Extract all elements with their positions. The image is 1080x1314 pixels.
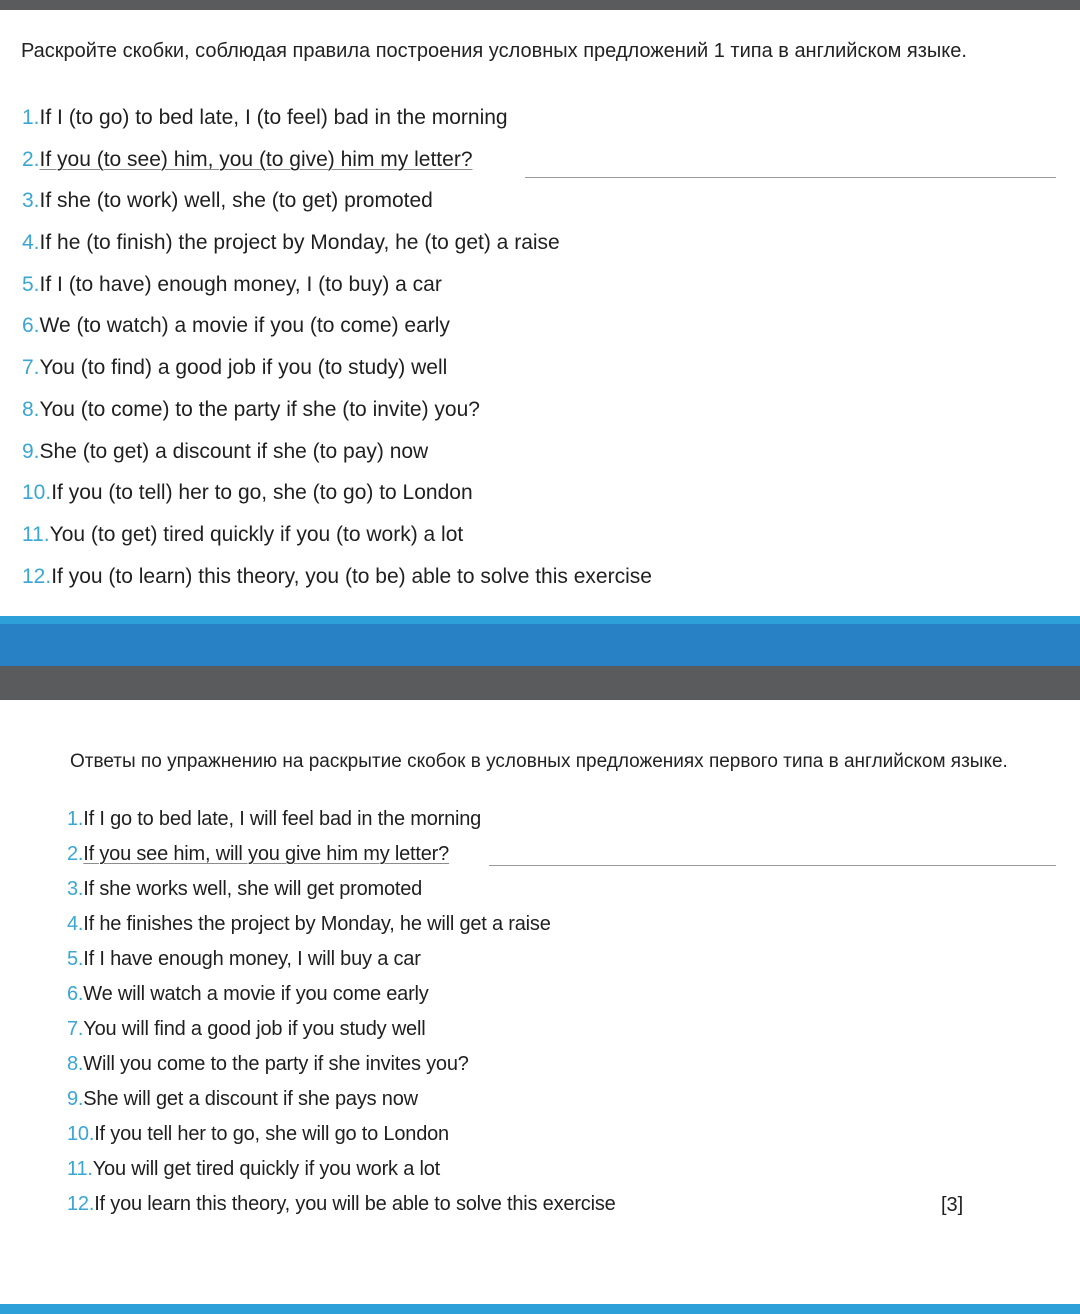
answer-item [67,1119,616,1154]
exercise-item [22,438,652,480]
item-number: 7. [67,1018,84,1040]
exercise-item [22,104,652,146]
item-text: You (to find) a good job if you (to study) well [39,356,448,380]
divider-line [525,177,1056,178]
item-number: 10. [22,481,52,505]
score-mark: [3] [941,1194,964,1216]
item-text: If I have enough money, I will buy a car [83,948,421,970]
item-number: 2. [67,843,84,865]
exercise-item [22,187,652,229]
item-number: 10. [67,1123,95,1145]
item-text: If you (to see) him, you (to give) him my letter? [39,147,473,171]
item-number: 4. [22,231,40,255]
item-text: Will you come to the party if she invites you? [83,1053,469,1075]
exercise-title: Раскройте скобки, соблюдая правила построения условных предложений 1 типа в английском языке. [21,40,967,62]
item-number: 11. [22,522,50,546]
answer-item [67,1189,616,1224]
answer-item [67,1049,616,1084]
item-text: If you see him, will you give him my letter? [83,843,450,865]
answer-item [67,979,616,1014]
answers-title: Ответы по упражнению на раскрытие скобок в условных предложениях первого типа в английском языке. [70,751,1008,772]
item-number: 12. [22,564,52,588]
item-number: 11. [67,1158,93,1180]
item-text: If she works well, she will get promoted [83,878,423,900]
item-text: You (to come) to the party if she (to invite) you? [39,397,480,421]
item-number: 1. [22,106,40,129]
answer-item [67,1084,616,1119]
item-number: 12. [67,1193,95,1215]
item-number: 1. [67,808,84,830]
item-number: 5. [22,272,40,296]
exercise-item [22,229,652,271]
item-text: If I go to bed late, I will feel bad in the morning [83,808,482,830]
item-number: 8. [67,1053,84,1075]
item-number: 5. [67,948,84,970]
item-number: 2. [22,147,40,171]
item-text: She will get a discount if she pays now [83,1088,418,1110]
item-number: 3. [67,878,84,900]
item-text: If he finishes the project by Monday, he will get a raise [83,913,551,935]
item-text: We will watch a movie if you come early [83,983,429,1005]
exercise-item [22,521,652,563]
item-number: 6. [67,983,84,1005]
answers-list [67,804,616,1224]
exercise-list [22,104,652,604]
top-divider-bar [0,0,1080,10]
exercise-item [22,354,652,396]
answer-item [67,839,616,874]
exercise-item [22,563,652,605]
exercise-item [22,312,652,354]
answer-item [67,874,616,909]
item-number: 7. [22,356,40,380]
item-number: 9. [22,439,40,463]
item-text: You (to get) tired quickly if you (to work) a lot [49,522,464,546]
bottom-accent-bar [0,1304,1080,1314]
accent-stripe [0,616,1080,624]
item-text: If she (to work) well, she (to get) promoted [39,189,433,213]
exercise-item [22,479,652,521]
item-text: If you tell her to go, she will go to London [94,1123,449,1145]
item-number: 3. [22,189,40,213]
answer-item [67,944,616,979]
exercise-item [22,396,652,438]
answer-item [67,1154,616,1189]
answer-item [67,804,616,839]
item-text: You will find a good job if you study well [83,1018,426,1040]
item-number: 8. [22,397,40,421]
item-text: If you (to tell) her to go, she (to go) to London [51,481,473,505]
blue-divider-band [0,624,1080,666]
item-text: If he (to finish) the project by Monday, he (to get) a raise [39,231,560,255]
item-number: 4. [67,913,84,935]
answer-item [67,1014,616,1049]
item-text: If I (to go) to bed late, I (to feel) bad in the morning [39,106,508,129]
item-text: She (to get) a discount if she (to pay) now [39,439,429,463]
divider-line [489,865,1056,866]
item-text: We (to watch) a movie if you (to come) early [39,314,450,338]
item-text: You will get tired quickly if you work a lot [92,1158,441,1180]
item-text: If you learn this theory, you will be able to solve this exercise [94,1193,616,1215]
exercise-item [22,271,652,313]
item-text: If I (to have) enough money, I (to buy) a car [39,272,442,296]
gray-divider-band [0,666,1080,700]
item-number: 6. [22,314,40,338]
exercise-item [22,146,652,188]
answer-item [67,909,616,944]
item-number: 9. [67,1088,84,1110]
item-text: If you (to learn) this theory, you (to be) able to solve this exercise [51,564,652,588]
